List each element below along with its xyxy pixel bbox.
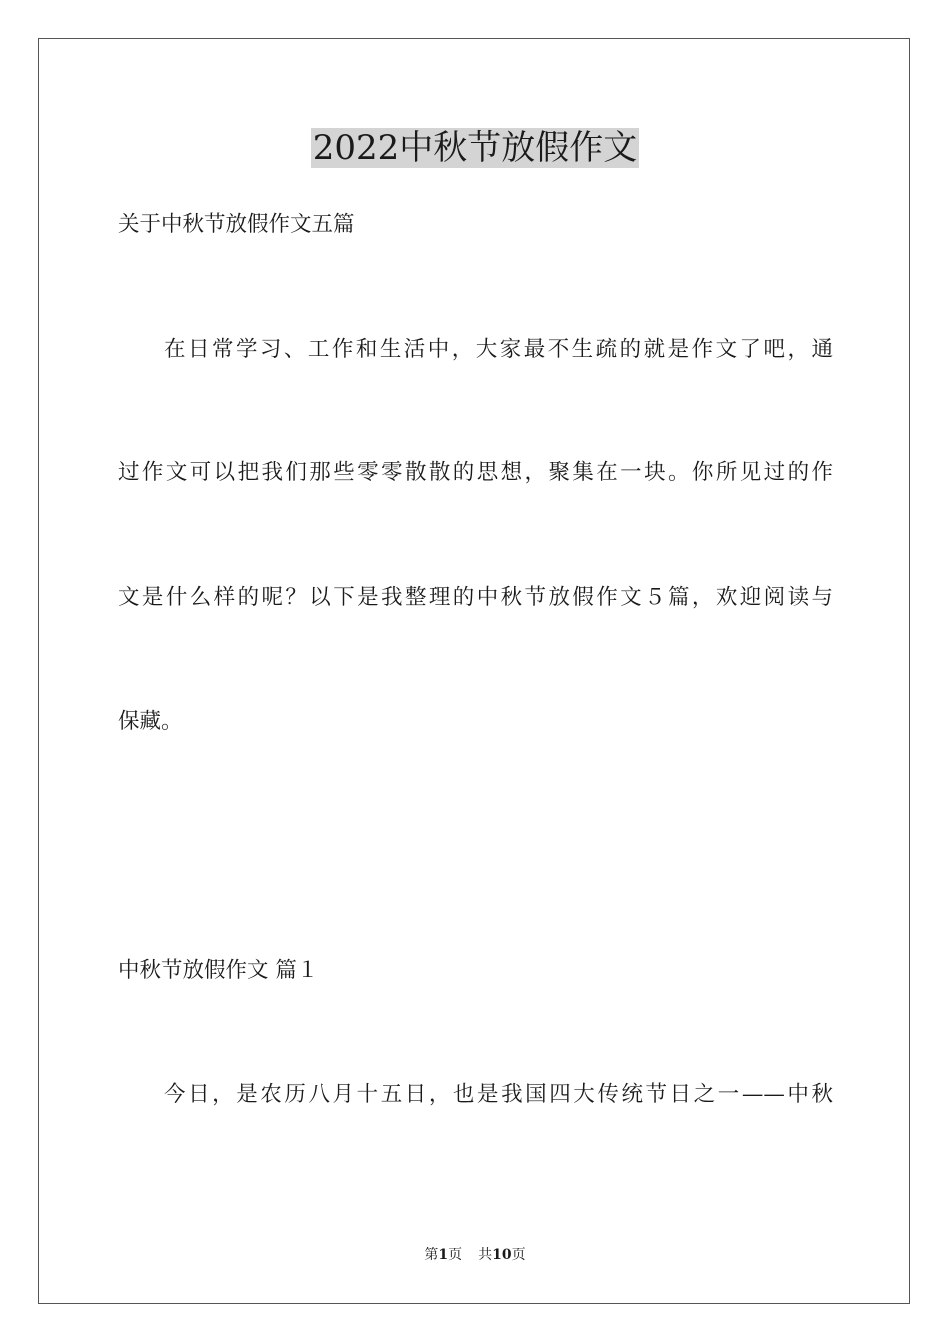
footer-total-suffix: 页 (511, 1247, 526, 1263)
section-line-1: 今日，是农历八月十五日，也是我国四大传统节日之一——中秋 (164, 1082, 833, 1107)
intro-line-1: 在日常学习、工作和生活中，大家最不生疏的就是作文了吧，通 (164, 337, 833, 362)
section-heading: 中秋节放假作文 篇１ (118, 958, 319, 983)
intro-line-3: 文是什么样的呢？以下是我整理的中秋节放假作文５篇，欢迎阅读与 (118, 585, 833, 610)
document-title (0, 124, 950, 172)
footer-page-prefix: 第 (424, 1247, 439, 1263)
footer-page-suffix: 页 (448, 1247, 463, 1263)
footer-total-prefix: 共 (478, 1247, 493, 1263)
intro-line-4: 保藏。 (118, 709, 183, 734)
page-footer (0, 1245, 950, 1265)
footer-page-total: 10 (492, 1247, 512, 1263)
document-title-text: 2022中秋节放假作文 (312, 128, 638, 168)
intro-line-2: 过作文可以把我们那些零零散散的思想，聚集在一块。你所见过的作 (118, 460, 833, 485)
footer-page-current: 1 (438, 1247, 449, 1263)
document-subtitle: 关于中秋节放假作文五篇 (118, 212, 355, 237)
